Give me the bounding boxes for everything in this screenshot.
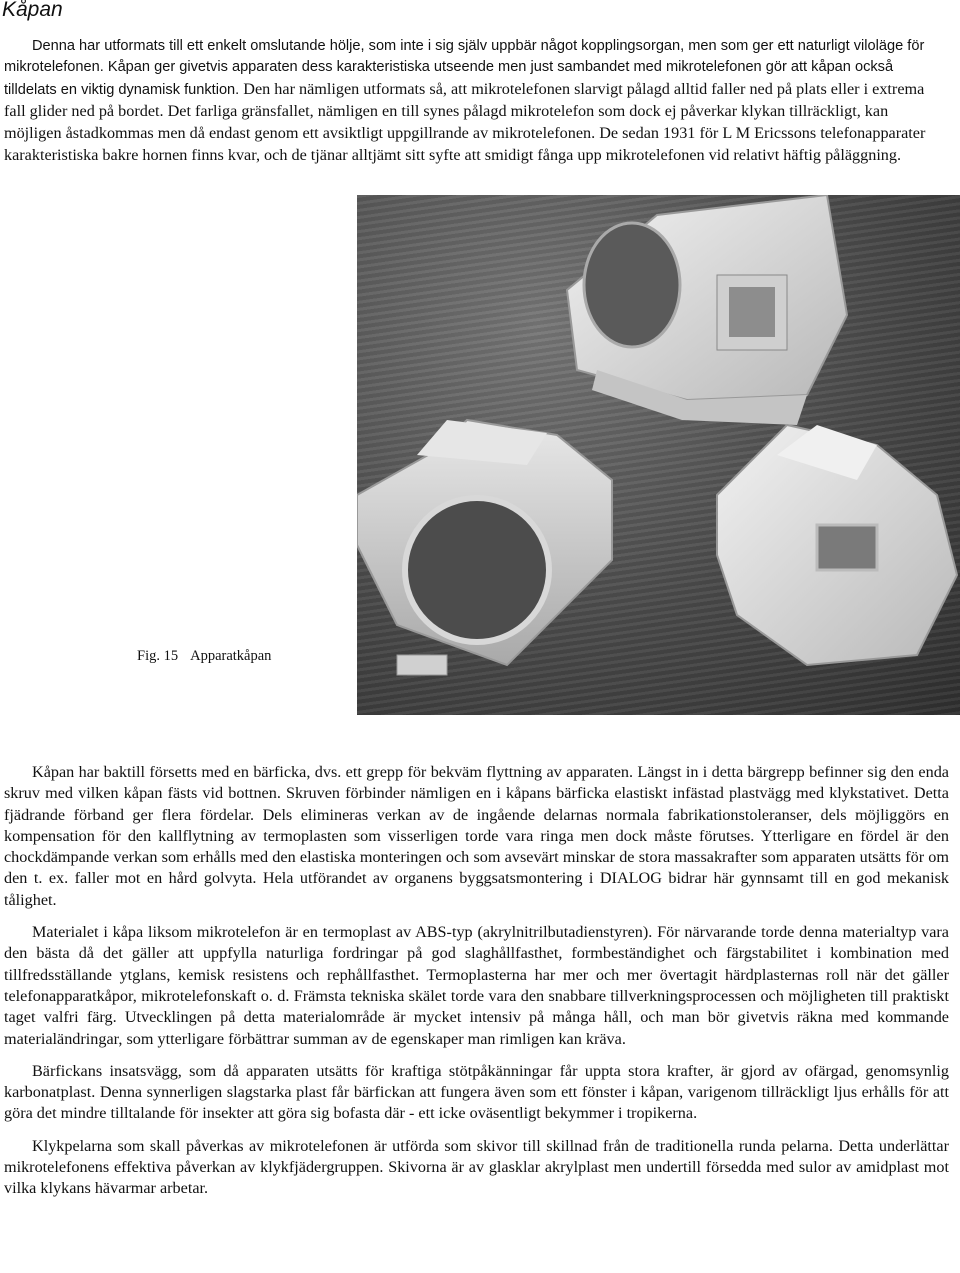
phone-housings-illustration [357,195,960,715]
figure-photo-phone-housings [357,195,960,715]
figure-caption [133,648,271,665]
housing-rear-view [567,195,847,425]
body-paragraph: Bärfickans insatsvägg, som då apparaten utsätts för kraftiga stötpåkänningar får uppta stora krafter, är gjord av ofärgad, genomsynlig karbonatplast. Denna synnerligen slagstarka plast får bärfickan att fungera även som ett fönster i kåpan, varigenom tillräckligt ljus erhålls för att göra det mindre tilltalande för insekter att göra sig bofasta där - ett icke oväsentligt bekymmer i tropikerna. [4,1061,949,1123]
housing-side-view [717,425,957,665]
intro-paragraph [4,36,946,168]
body-paragraph: Materialet i kåpa liksom mikrotelefon är en termoplast av ABS-typ (akrylnitrilbutadienstyren). För närvarande torde denna materialtyp vara den bästa då det gäller att uppfylla naturliga fordringar på god slaghållfasthet, formbeständighet och färgstabilitet i kombination med tillfredsställande ytglans, kemisk resistens och rephållfasthet. Termoplasterna har mer och mer övertagit härdplasternas roll när det gäller telefonapparatkåpor, mikrotelefonskaft o. d. Främsta tekniska skälet torde vara den snabbare tillverkningsprocessen och möjligheten till praktiskt taget valfri färg. Utvecklingen på detta materialområde är mycket intensiv på många håll, och man bör givetvis räkna med kommande materialändringar, som ytterligare förbättrar summan av de egenskaper man rimligen kan kräva. [4,923,949,1048]
figure-label: Fig. 15 [137,648,179,664]
housing-front-view [357,420,612,675]
body-paragraph: Klykpelarna som skall påverkas av mikrotelefonen är utförda som skivor till skillnad från de traditionella runda pelarna. Detta underlättar mikrotelefonens effektiva påverkan av klykfjädergruppen. Skivorna är av glasklar akrylplast men undertill försedda med sulor av amidplast mot vilka klykans hävarmar arbetar. [4,1136,949,1198]
body-paragraph: Kåpan har baktill försetts med en bärficka, dvs. ett grepp för bekväm flyttning av apparaten. Längst in i detta bärgrepp befinner sig den enda skruv med vilken kåpan fästs vid bottnen. Skruven förbinder nämligen en i kåpans bärficka elastiskt infästad plastvägg med klykstativet. Detta fjädrande förband ger flera fördelar. Dels elimineras verkan av de ingående delarnas normala fabrikationstoleranser, dels möjliggörs en kompensation för den kallflytning av termoplasten som visserligen torde vara ringa men dock måste förutses. Ytterligare en fördel är den chockdämpande verkan som erhålls med den elastiska monteringen och som avsevärt minskar de stora massakrafter som apparaten utsätts för om den t. ex. faller mot en hård golvyta. Hela utförandet av organens byggsatsmontering i DIALOG bidrar här gynnsamt till en god mekanisk tålighet. [4,763,949,909]
section-heading: Kåpan [2,0,63,21]
intro-sans-text: Denna har utformats till ett enkelt omslutande hölje, som inte i sig själv uppbär något kopplingsorgan, men som ger ett naturligt viloläge för mikrotelefonen. Kåpan ger givetvis apparaten dess karakteristiska utseende men just sambandet med mikrotelefonen gör att kåpan också tilldelats en viktig dynamisk funktion. [4,38,925,98]
body-text [4,762,949,1211]
figure-caption-text: Apparatkåpan [190,648,272,664]
intro-serif-text: Den har nämligen utformats så, att mikrotelefonen slarvigt pålagd alltid faller ned på plats eller i extrema fall glider ned på bordet. Det farliga gränsfallet, nämligen en till synes pålagd mikrotelefon som dock ej påverkar klykan tillräckligt, kan möjligen åstadkommas men då endast genom ett avsiktligt uppgillrande av mikrotelefonen. De sedan 1931 för L M Ericssons telefonapparater karakteristiska bakre hornen finns kvar, och de tjänar alltjämt sitt syfte att smidigt fånga upp mikrotelefonen vid relativt häftig påläggning. [4,79,926,165]
